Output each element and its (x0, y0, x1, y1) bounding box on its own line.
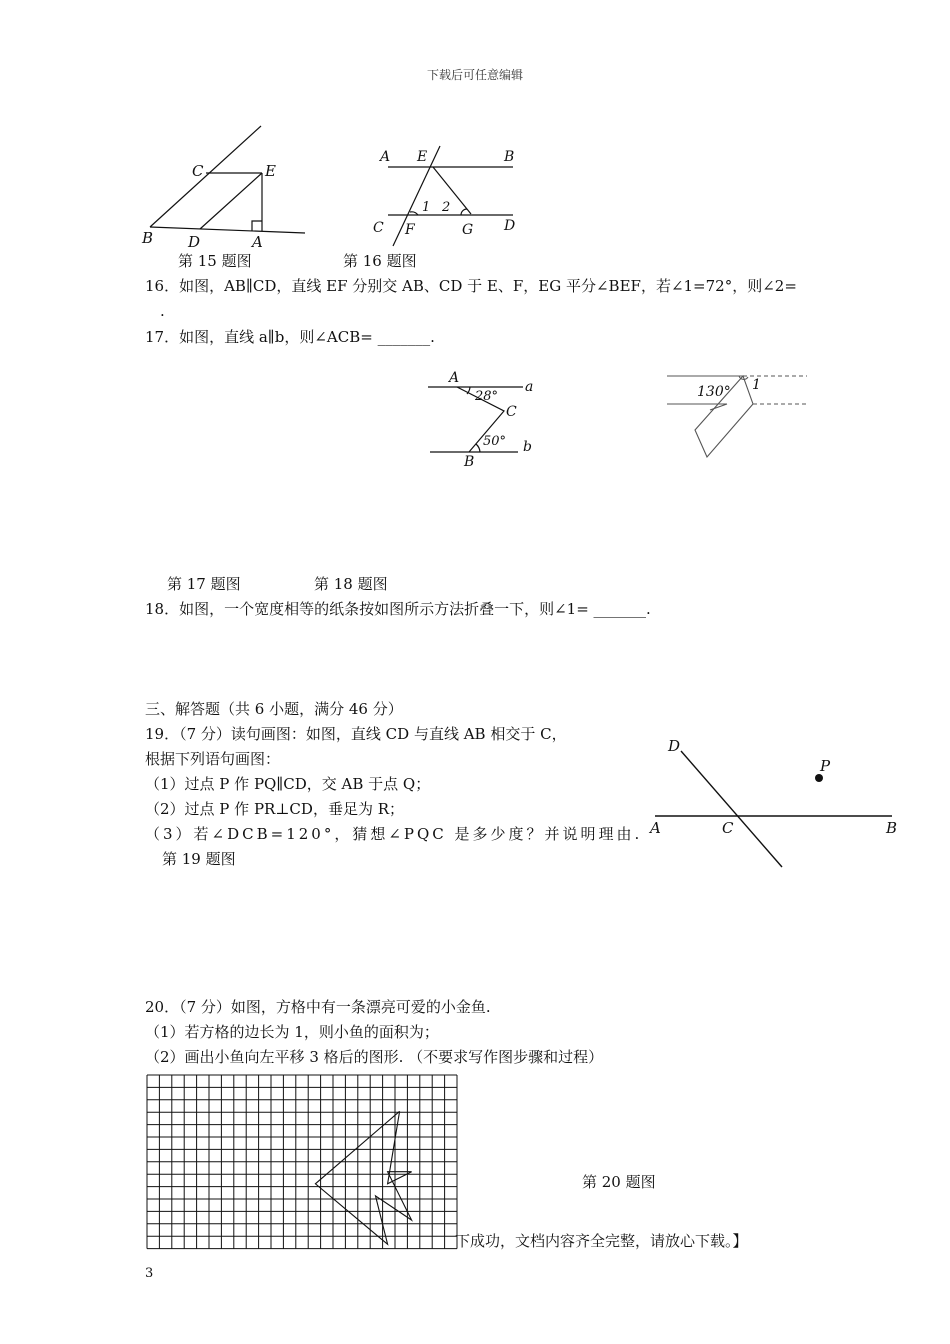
label-E: E (265, 162, 276, 180)
question-18: 18．如图，一个宽度相等的纸条按如图所示方法折叠一下，则∠1= _______. (145, 600, 651, 618)
label-B: B (142, 229, 154, 247)
figure-20-grid (147, 1075, 457, 1250)
label-P: P (820, 757, 831, 775)
question-20-line2: （1）若方格的边长为 1，则小鱼的面积为； (145, 1023, 439, 1041)
question-19-line4: （2）过点 P 作 PR⊥CD，垂足为 R； (145, 800, 405, 818)
question-17: 17．如图，直线 a∥b，则∠ACB= _______. (145, 328, 435, 346)
point-P (815, 774, 823, 782)
question-19-line3: （1）过点 P 作 PQ∥CD，交 AB 于点 Q； (145, 775, 431, 793)
label-b: b (523, 439, 532, 455)
question-19-line5: （3）若∠DCB=120°，猜想∠PQC 是多少度？并说明理由. (145, 825, 643, 843)
caption-16: 第 16 题图 (343, 252, 417, 270)
figure-17 (420, 368, 545, 468)
label-D: D (504, 218, 516, 234)
label-C: C (722, 819, 734, 837)
angle-50-label: 50° (483, 434, 507, 449)
figure-16 (370, 140, 530, 250)
footer-note: 下成功，文档内容齐全完整，请放心下载。】 (455, 1232, 748, 1250)
label-C: C (506, 404, 517, 420)
label-F: F (405, 222, 415, 238)
caption-18: 第 18 题图 (314, 575, 388, 593)
label-A: A (449, 370, 460, 386)
question-19-line2: 根据下列语句画图： (145, 750, 281, 768)
label-B: B (464, 454, 475, 470)
caption-17: 第 17 题图 (167, 575, 241, 593)
angle-28-label: 28° (475, 389, 499, 404)
figure-19 (645, 733, 905, 873)
angle-130-label: 130° (697, 384, 731, 400)
angle-1-label: 1 (752, 377, 761, 393)
caption-19: 第 19 题图 (162, 850, 236, 868)
label-A: A (252, 233, 263, 251)
label-a: a (525, 379, 534, 395)
label-A: A (650, 819, 661, 837)
page-number: 3 (145, 1266, 154, 1281)
figure-18 (665, 368, 810, 463)
label-E: E (417, 149, 428, 165)
question-16-cont: . (160, 302, 165, 320)
angle-1-label: 1 (422, 200, 431, 215)
label-D: D (668, 737, 681, 755)
caption-15: 第 15 题图 (178, 252, 252, 270)
question-20-line1: 20．（7 分）如图，方格中有一条漂亮可爱的小金鱼. (145, 998, 491, 1016)
question-20-line3: （2）画出小鱼向左平移 3 格后的图形. （不要求写作图步骤和过程） (145, 1048, 604, 1066)
page-header: 下载后可任意编辑 (427, 68, 524, 82)
label-G: G (462, 222, 474, 238)
label-A: A (380, 149, 391, 165)
section-heading: 三、解答题（共 6 小题，满分 46 分） (145, 700, 403, 718)
caption-20: 第 20 题图 (582, 1173, 656, 1191)
question-16: 16．如图，AB∥CD，直线 EF 分别交 AB、CD 于 E、F，EG 平分∠BEF，若∠1=72°，则∠2= (145, 277, 797, 295)
label-B: B (504, 149, 515, 165)
label-C: C (192, 162, 204, 180)
goldfish-shape (315, 1111, 411, 1244)
label-C: C (373, 220, 384, 236)
question-19-line1: 19．（7 分）读句画图：如图，直线 CD 与直线 AB 相交于 C， (145, 725, 567, 743)
label-B: B (886, 819, 898, 837)
figure-15 (140, 120, 320, 255)
angle-2-label: 2 (442, 200, 451, 215)
label-D: D (188, 233, 201, 251)
